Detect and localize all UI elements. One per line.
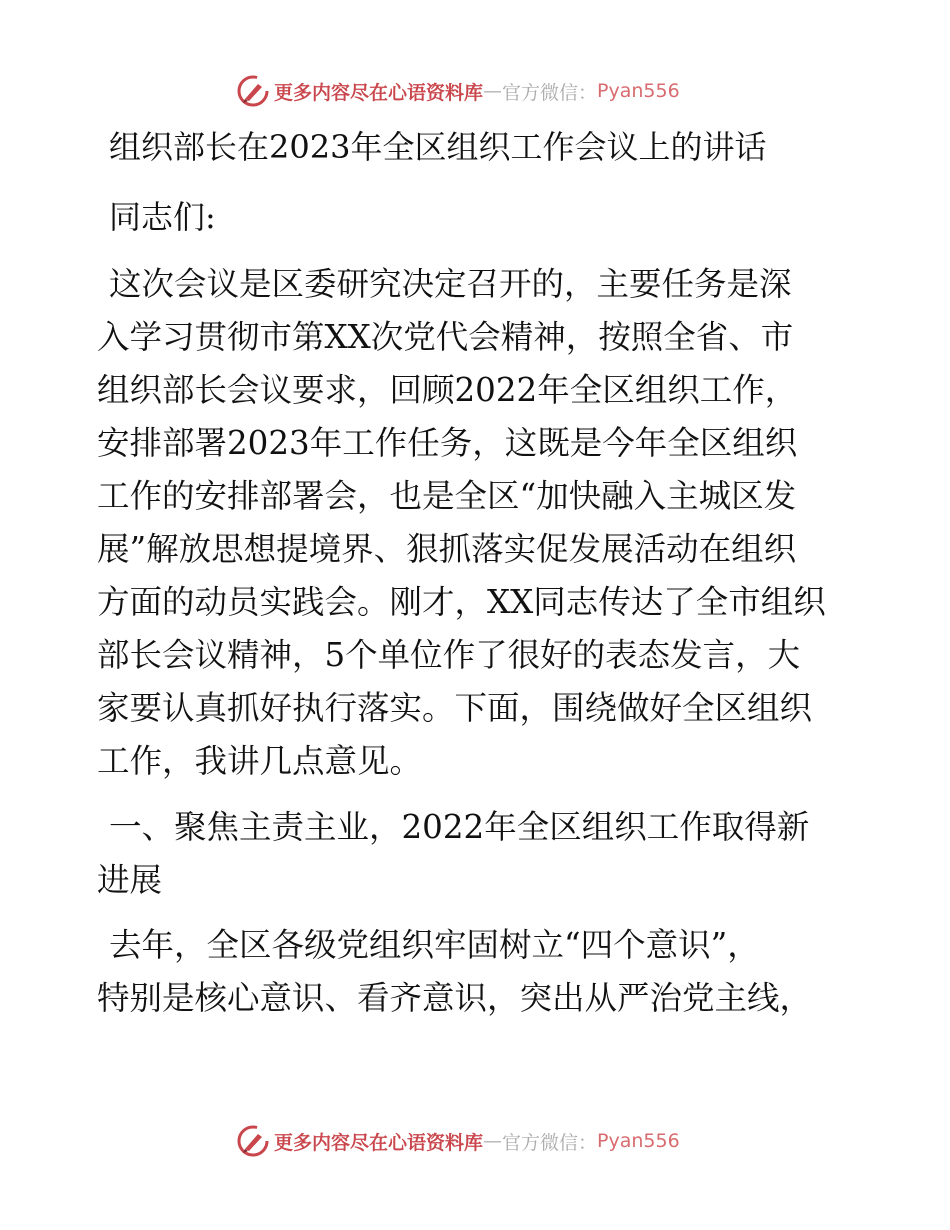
paragraph-intro [97,258,867,788]
paragraph-line: 方面的动员实践会。刚才，XX同志传达了全市组织 [97,583,826,621]
paragraph-line: 安排部署2023年工作任务，这既是今年全区组织 [97,424,798,462]
document-title: 组织部长在2023年全区组织工作会议上的讲话 [109,128,767,166]
paragraph-line: 特别是核心意识、看齐意识，突出从严治党主线， [97,979,813,1017]
watermark-wechat-id: Pyan556 [597,1130,680,1152]
heading-line: 一、聚焦主责主业，2022年全区组织工作取得新 [109,808,810,846]
watermark-wechat-id: Pyan556 [597,80,680,102]
watermark-dash: — [483,80,503,102]
paragraph-line: 家要认真抓好执行落实。下面，围绕做好全区组织 [97,689,813,727]
heading-line: 进展 [97,861,163,899]
salutation: 同志们: [109,198,216,236]
watermark-main-text: 更多内容尽在心语资料库 [274,1131,484,1154]
paragraph-line: 这次会议是区委研究决定召开的，主要任务是深 [109,265,792,303]
watermark-main-text: 更多内容尽在心语资料库 [274,81,484,104]
watermark-dash: — [483,1130,503,1152]
section-heading-1 [97,801,867,907]
watermark-official-label: 官方微信： [502,1131,598,1154]
paragraph-line: 工作，我讲几点意见。 [97,742,423,780]
paragraph-line: 部长会议精神，5个单位作了很好的表态发言，大 [97,636,801,674]
paragraph-line: 展”解放思想提境界、狠抓落实促发展活动在组织 [97,530,797,568]
document-body [97,118,867,1025]
watermark-header [236,74,680,108]
paragraph-line: 入学习贯彻市第XX次党代会精神，按照全省、市 [97,318,794,356]
paragraph-line: 去年，全区各级党组织牢固树立“四个意识”， [109,926,760,964]
paragraph-line: 工作的安排部署会，也是全区“加快融入主城区发 [97,477,797,515]
watermark-footer [236,1124,680,1158]
paragraph-line: 组织部长会议要求，回顾2022年全区组织工作， [97,371,798,409]
watermark-official-label: 官方微信： [502,81,598,104]
paragraph-section-1 [97,919,867,1025]
pen-logo-icon [236,1124,270,1158]
pen-logo-icon [236,74,270,108]
